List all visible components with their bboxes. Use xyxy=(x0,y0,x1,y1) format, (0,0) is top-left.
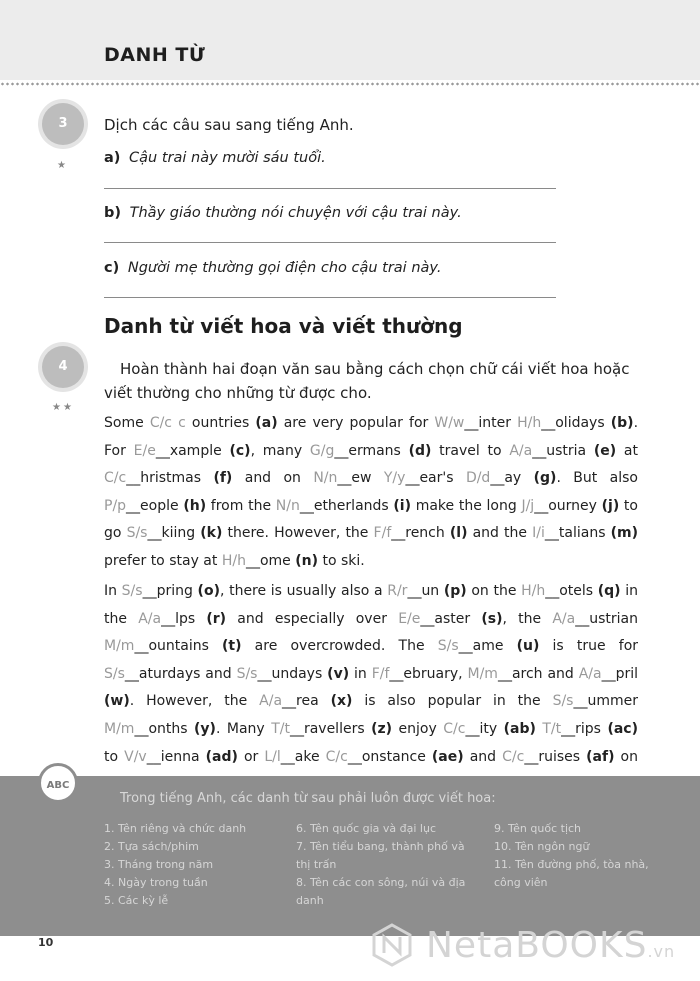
watermark-brand: NetaBOOKS xyxy=(426,925,648,966)
paragraph-2: In S/s__pring (o), there is usually also a R/r__un (p) on the H/h__otels (q) in the A/a__lps (r) and especially over E/e__aster (s), the A/a__ustrian M/m__ountains (t) are overcrowded. The S/s__ame (u) is true for S/s__aturdays and S/s__undays (v) in F/f__ebruary, M/m__arch and A/a__pril (w). However, the A/a__rea (x) is also popular in the S/s__ummer M/m__onths (y). Many T/t__ravellers (z) enjoy C/c__ity (ab) T/t__rips (ac) to V/v__ienna (ad) or L/l__ake C/c__onstance (ae) and C/c__ruises (af) on xyxy=(104,583,639,765)
list-item: 1. Tên riêng và chức danh xyxy=(104,822,247,835)
answer-line-a[interactable] xyxy=(104,188,556,189)
info-box-title: Trong tiếng Anh, các danh từ sau phải luôn được viết hoa: xyxy=(120,791,496,806)
list-item: 5. Các kỳ lễ xyxy=(104,894,169,907)
page-header xyxy=(0,0,700,80)
item-text: Cậu trai này mười sáu tuổi. xyxy=(129,150,326,166)
list-item: 9. Tên quốc tịch xyxy=(494,822,582,835)
item-c xyxy=(104,260,441,276)
list-item: 10. Tên ngôn ngữ xyxy=(494,840,590,853)
page-number: 10 xyxy=(38,936,54,949)
item-a xyxy=(104,150,326,166)
item-label: c) xyxy=(104,260,120,276)
difficulty-stars: ★★ xyxy=(52,402,74,413)
list-item: 8. Tên các con sông, núi và địa danh xyxy=(296,876,466,907)
list-item: 2. Tựa sách/phim xyxy=(104,840,199,853)
list-item: 4. Ngày trong tuần xyxy=(104,876,208,889)
exercise-3-instruction: Dịch các câu sau sang tiếng Anh. xyxy=(104,116,354,134)
item-label: a) xyxy=(104,150,121,166)
list-item: 7. Tên tiểu bang, thành phố và thị trấn xyxy=(296,840,465,871)
info-column-3 xyxy=(494,820,674,892)
watermark-text xyxy=(426,925,675,966)
header-divider xyxy=(0,82,700,86)
watermark-suffix: .vn xyxy=(647,942,676,961)
watermark xyxy=(370,915,700,975)
item-text: Người mẹ thường gọi điện cho cậu trai này. xyxy=(127,260,442,276)
answer-line-c[interactable] xyxy=(104,297,556,298)
item-text: Thầy giáo thường nói chuyện với cậu trai này. xyxy=(129,205,462,221)
list-item: 3. Tháng trong năm xyxy=(104,858,214,871)
exercise-4-badge: 4 xyxy=(42,346,84,388)
answer-line-b[interactable] xyxy=(104,242,556,243)
section-title: Danh từ viết hoa và viết thường xyxy=(104,314,463,338)
exercise-4-intro: Hoàn thành hai đoạn văn sau bằng cách chọn chữ cái viết hoa hoặc viết thường cho những từ được cho. xyxy=(104,360,630,402)
list-item: 6. Tên quốc gia và đại lục xyxy=(296,822,437,835)
info-column-1 xyxy=(104,820,246,910)
info-column-2 xyxy=(296,820,474,910)
difficulty-stars: ★ xyxy=(57,160,68,171)
item-b xyxy=(104,205,462,221)
abc-badge: ABC xyxy=(38,763,78,803)
paragraph-1: Some C/c c ountries (a) are very popular for W/w__inter H/h__olidays (b). For E/e__xample (c), many G/g__ermans (d) travel to A/a__ustria (e) at C/c__hristmas (f) and on N/n__ew Y/y__ear's D/d__ay (g). But also P/p__eople (h) from the N/n__etherlands (i) make the long J/j__ourney (j) to go S/s__kiing (k) there. However, the F/f__rench (l) and the I/i__talians (m) prefer to stay at H/h__ome (n) to ski. xyxy=(104,415,639,569)
page-title: DANH TỪ xyxy=(104,44,206,66)
netabooks-logo-icon xyxy=(370,923,414,967)
exercise-3-badge: 3 xyxy=(42,103,84,145)
list-item: 11. Tên đường phố, tòa nhà, công viên xyxy=(494,858,649,889)
item-label: b) xyxy=(104,205,122,221)
